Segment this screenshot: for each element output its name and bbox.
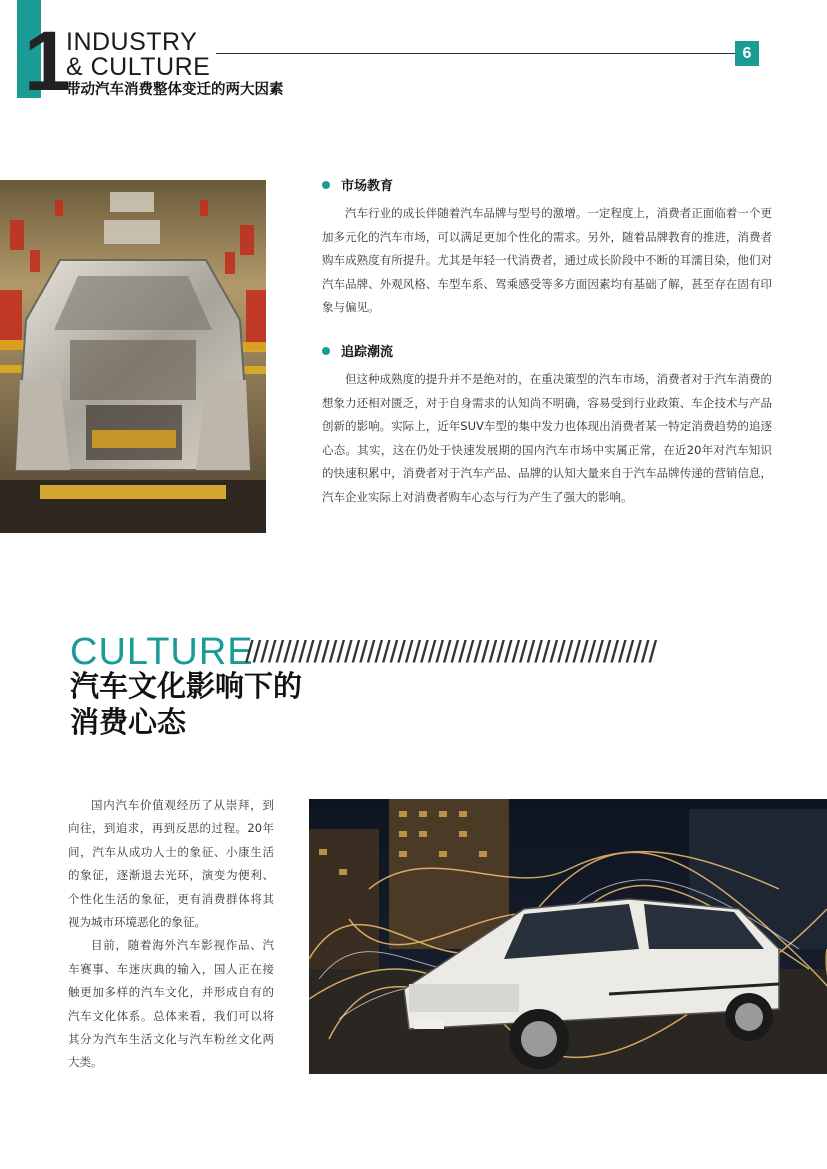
section-body: 但这种成熟度的提升并不是绝对的，在重决策型的汽车市场，消费者对于汽车消费的想象力还相对匮乏，对于自身需求的认知尚不明确，容易受到行业政策、车企技术与产品创新的影响。实际上，近年SUV车型的集中发力也体现出消费者某一特定消费趋势的追逐心态。其实，这在仍处于快速发展期的国内汽车市场中实属正常，在近20年对汽车知识的快速积累中，消费者对于汽车产品、品牌的认知大量来自于汽车品牌传递的营销信息，汽车企业实际上对消费者购车心态与行为产生了强大的影响。 <box>322 372 772 504</box>
culture-heading-line2: 消费心态 <box>70 705 187 739</box>
culture-paragraph: 目前，随着海外汽车影视作品、汽车赛事、车迷庆典的输入，国人正在接触更加多样的汽车文化，并形成自有的汽车文化体系。总体来看，我们可以将其分为汽车生活文化与汽车粉丝文化两大类。 <box>68 938 274 1070</box>
car-light-painting-photo <box>309 799 827 1074</box>
bullet-dot-icon <box>322 347 330 355</box>
chapter-title-line1: INDUSTRY <box>66 28 198 56</box>
culture-heading-line1: 汽车文化影响下的 <box>70 669 303 703</box>
page-number: 6 <box>735 41 759 66</box>
section-heading <box>322 344 772 362</box>
section-heading <box>322 178 772 196</box>
culture-paragraph: 国内汽车价值观经历了从崇拜，到向往，到追求，再到反思的过程。20年间，汽车从成功人士的象征、小康生活的象征，逐渐退去光环，演变为便利、个性化生活的象征，更有消费群体将其视为城市环境恶化的象征。 <box>68 798 274 930</box>
chapter-number: 1 <box>24 14 67 108</box>
section-heading-text: 追踪潮流 <box>341 345 394 360</box>
section-heading-text: 市场教育 <box>341 179 394 194</box>
culture-slash-decoration: ////////////////////////////////////////////////////// <box>245 634 657 669</box>
culture-heading-word: CULTURE <box>70 631 254 673</box>
header-rule <box>216 53 736 54</box>
car-factory-assembly-photo <box>0 180 266 533</box>
culture-body <box>68 794 274 1075</box>
section-tracking-trends <box>322 344 772 509</box>
chapter-title-line2: & CULTURE <box>66 53 211 81</box>
section-market-education <box>322 178 772 320</box>
bullet-dot-icon <box>322 181 330 189</box>
section-body: 汽车行业的成长伴随着汽车品牌与型号的激增。一定程度上，消费者正面临着一个更加多元化的汽车市场，可以满足更加个性化的需求。另外，随着品牌教育的推进，消费者购车成熟度有所提升。尤其是年轻一代消费者，通过成长阶段中不断的耳濡目染，他们对汽车品牌、外观风格、车型车系、驾乘感受等多方面因素均有基础了解，甚至存在固有印象与偏见。 <box>322 206 772 314</box>
chapter-subtitle: 带动汽车消费整体变迁的两大因素 <box>66 82 284 98</box>
